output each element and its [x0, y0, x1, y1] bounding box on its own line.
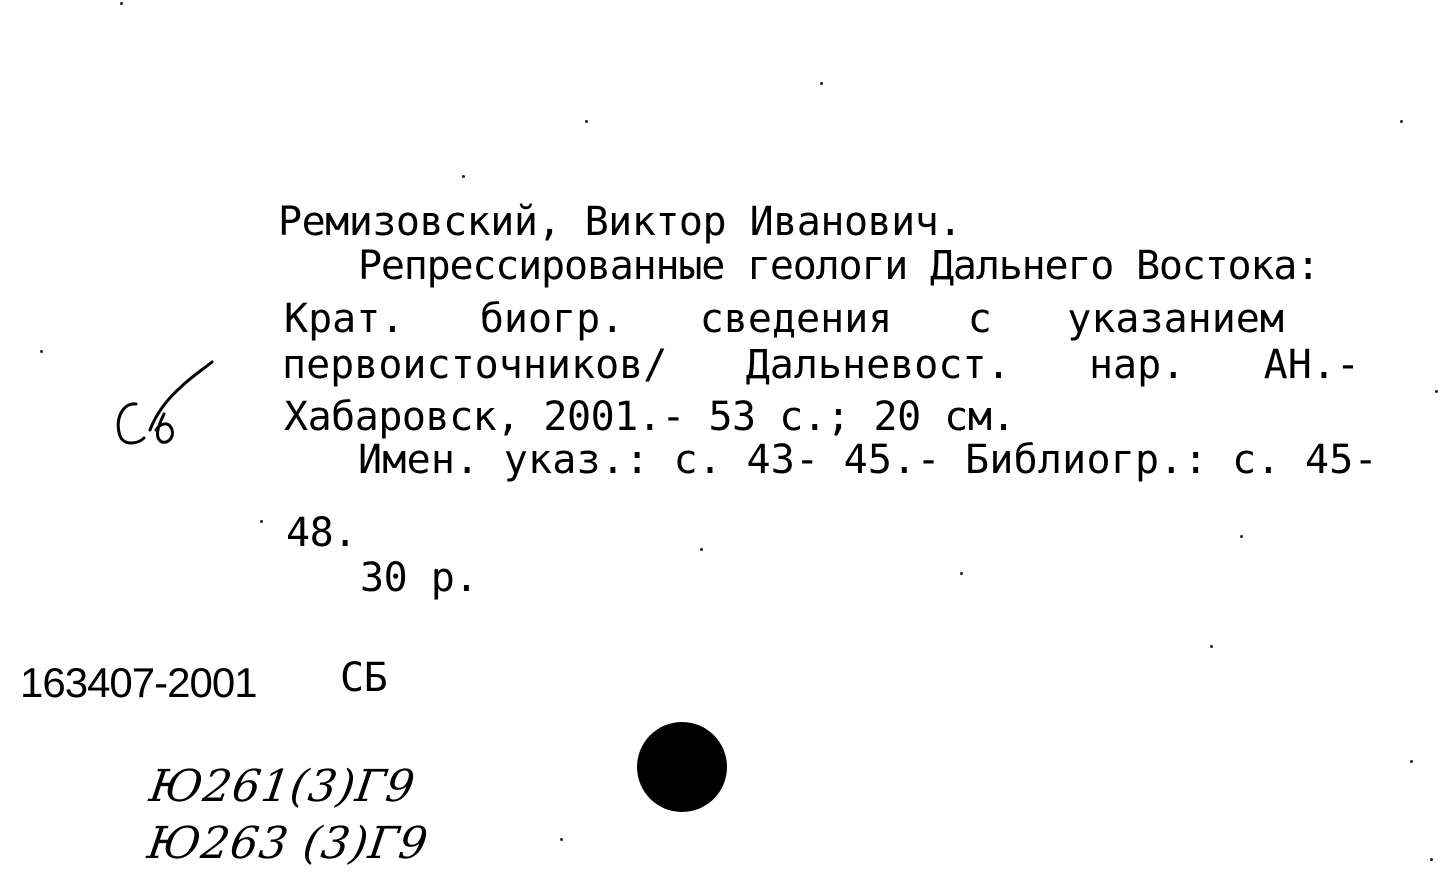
title-word: биогр.	[479, 296, 625, 342]
scan-speck	[1410, 760, 1413, 763]
title-word: Дальневост.	[745, 342, 1011, 388]
title-word: сведения	[699, 296, 893, 342]
punch-hole	[637, 722, 727, 812]
scan-speck	[1435, 390, 1438, 393]
scan-speck	[40, 350, 43, 353]
notes-line-1: Имен. указ.: с. 43- 45.- Библиогр.: с. 45-	[358, 437, 1378, 483]
imprint-line: Хабаровск, 2001.- 53 с.; 20 см.	[284, 394, 1016, 440]
handwritten-initials	[104, 356, 224, 460]
price: 30 р.	[360, 555, 478, 601]
scan-speck	[1210, 645, 1213, 648]
accession-code: СБ	[340, 655, 388, 701]
scan-speck	[462, 175, 465, 178]
title-word: Крат.	[284, 296, 405, 342]
shelf-mark-1: Ю261(3)Г9	[146, 761, 419, 812]
scan-speck	[120, 2, 123, 5]
scan-speck	[260, 520, 263, 523]
author-heading: Ремизовский, Виктор Иванович.	[278, 199, 962, 245]
scan-speck	[1430, 858, 1433, 861]
scan-speck	[1400, 120, 1403, 123]
title-line-1: Репрессированные геологи Дальнего Востока:	[358, 243, 1320, 289]
accession-number: 163407-2001	[20, 659, 257, 706]
title-line-3	[282, 342, 1360, 388]
title-word: с	[967, 296, 992, 342]
scan-speck	[700, 548, 703, 551]
title-line-2	[284, 296, 1284, 342]
scan-speck	[820, 82, 823, 85]
scan-speck	[1240, 535, 1243, 538]
title-word: АН.-	[1263, 342, 1360, 388]
scan-speck	[585, 120, 588, 123]
title-word: указанием	[1067, 296, 1284, 342]
shelf-mark-2: Ю263 (3)Г9	[144, 818, 432, 869]
title-word: нар.	[1088, 342, 1186, 388]
scan-speck	[560, 838, 563, 841]
title-word: первоисточников/	[282, 342, 668, 388]
notes-line-2: 48.	[286, 510, 357, 556]
scan-speck	[960, 572, 963, 575]
handwritten-initials-mark	[104, 356, 224, 456]
